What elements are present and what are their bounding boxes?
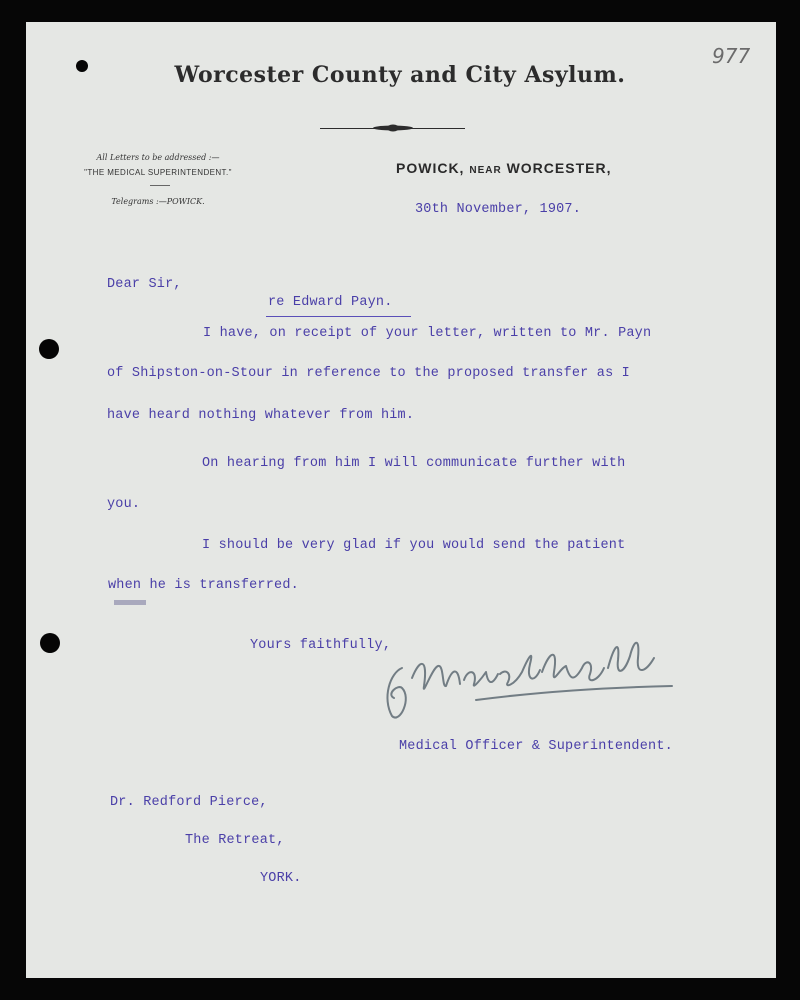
- place-city: WORCESTER,: [506, 160, 612, 176]
- place-line: [396, 160, 611, 176]
- divider: [150, 185, 170, 186]
- body-line: you.: [107, 497, 141, 512]
- place-main: POWICK,: [396, 160, 465, 176]
- telegrams-line: Telegrams :—POWICK.: [111, 197, 205, 206]
- body-line: of Shipston-on-Stour in reference to the proposed transfer as I: [107, 366, 630, 381]
- body-line: I should be very glad if you would send the patient: [202, 538, 626, 553]
- subject-underline: [266, 316, 411, 317]
- ornament-icon: [370, 124, 416, 132]
- subject-line: re Edward Payn.: [268, 295, 393, 310]
- letter-date: 30th November, 1907.: [415, 202, 582, 217]
- punch-hole: [40, 633, 60, 653]
- body-line: when he is transferred.: [108, 578, 299, 593]
- institution-heading: Worcester County and City Asylum.: [174, 62, 626, 88]
- recipient-institution: The Retreat,: [185, 833, 285, 848]
- salutation: Dear Sir,: [107, 277, 182, 292]
- place-near: NEAR: [469, 165, 502, 176]
- body-line: I have, on receipt of your letter, written to Mr. Payn: [203, 326, 652, 341]
- recipient-name: Dr. Redford Pierce,: [110, 795, 268, 810]
- body-line: have heard nothing whatever from him.: [107, 408, 415, 423]
- addressee-title: "THE MEDICAL SUPERINTENDENT.": [84, 168, 232, 177]
- signature-text: G. Maine Hartwell: [372, 628, 383, 629]
- address-instruction: All Letters to be addressed :—: [96, 153, 220, 162]
- signature-image: [372, 628, 712, 728]
- recipient-city: YORK.: [260, 871, 302, 886]
- closing: Yours faithfully,: [250, 638, 392, 653]
- body-line: On hearing from him I will communicate further with: [202, 456, 626, 471]
- folio-number: 977: [712, 44, 751, 68]
- signatory-title: Medical Officer & Superintendent.: [399, 739, 673, 754]
- ink-smudge: [114, 600, 146, 605]
- punch-hole: [39, 339, 59, 359]
